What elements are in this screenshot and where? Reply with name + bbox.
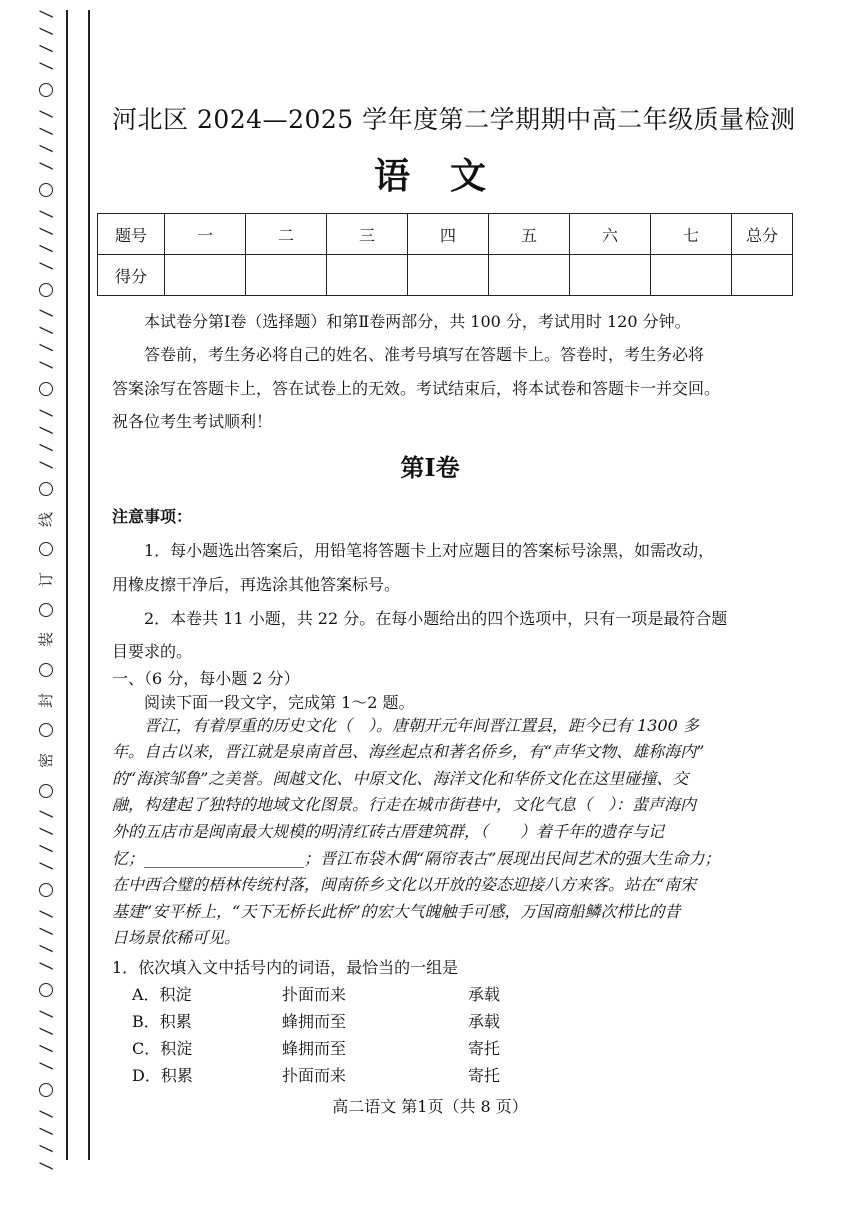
score-table-col: 三 (327, 214, 408, 255)
score-table-col: 二 (246, 214, 327, 255)
note-line: 目要求的。 (112, 642, 193, 661)
margin-circle (39, 603, 53, 617)
option-word: 承载 (468, 1012, 501, 1031)
note-line: 1．每小题选出答案后，用铅笔将答题卡上对应题目的答案标号涂黑，如需改动， (144, 541, 715, 560)
option-word: C．积淀 (132, 1039, 193, 1058)
margin-circle (39, 663, 53, 677)
margin-circle (39, 382, 53, 396)
score-table-label: 题号 (98, 214, 165, 255)
score-table-col: 一 (165, 214, 246, 255)
subject-title: 语文 (373, 155, 526, 197)
exam-title: 河北区 2024—2025 学年度第二学期期中高二年级质量检测 (112, 105, 796, 134)
score-table-header-row (98, 214, 793, 255)
option-word: 蜂拥而至 (282, 1039, 347, 1058)
option-a[interactable] (132, 982, 500, 1008)
margin-slashes: / / / / (36, 1009, 55, 1071)
margin-slashes: / / / / (36, 309, 55, 370)
passage-line: 外的五店市是闽南最大规模的明清红砖古厝建筑群，（ ）着千年的遗存与记 (112, 822, 665, 841)
score-cell (246, 255, 327, 296)
option-word: B．积累 (132, 1012, 192, 1031)
notes-label: 注意事项： (112, 507, 193, 526)
option-b[interactable] (132, 1009, 500, 1035)
margin-circle (39, 883, 53, 897)
passage-line: 在中西合璧的梧林传统村落，闽南侨乡文化以开放的姿态迎接八方来客。站在“南宋 (112, 875, 697, 894)
passage-line: 日场景依稀可见。 (112, 928, 241, 947)
margin-circle (39, 723, 53, 737)
score-cell (327, 255, 408, 296)
margin-circle (39, 83, 53, 97)
score-table-score-row (98, 255, 793, 296)
option-word: 扑面而来 (282, 985, 347, 1004)
margin-slashes: / / / / (36, 810, 55, 871)
score-table-col: 七 (651, 214, 732, 255)
score-cell (732, 255, 793, 296)
passage-line: 晋江，有着厚重的历史文化（ ）。唐朝开元年间晋江置县，距今已有 1300 多 (144, 716, 699, 735)
score-table-col: 五 (489, 214, 570, 255)
score-table-col: 总分 (732, 214, 793, 255)
margin-circle (39, 283, 53, 297)
score-table-label: 得分 (98, 255, 165, 296)
seal-char-zhuang: 装 (37, 632, 56, 648)
option-c[interactable] (132, 1036, 500, 1062)
score-table-col: 四 (408, 214, 489, 255)
option-d[interactable] (132, 1063, 500, 1089)
margin-circle (39, 983, 53, 997)
margin-slashes: / / / / (36, 109, 55, 171)
note-line: 用橡皮擦干净后，再选涂其他答案标号。 (112, 575, 401, 594)
margin-circle (39, 542, 53, 556)
passage-line: 融，构建起了独特的地域文化图景。行走在城市街巷中，文化气息（ ）：蜚声海内 (112, 795, 697, 814)
margin-slashes: / / / / (36, 910, 55, 971)
page-footer: 高二语文 第1页（共 8 页） (332, 1097, 528, 1116)
margin-slashes: / / / / (36, 409, 55, 470)
seal-char-feng: 封 (37, 692, 56, 708)
intro-line: 本试卷分第Ⅰ卷（选择题）和第Ⅱ卷两部分，共 100 分，考试用时 120 分钟。 (144, 312, 691, 331)
option-word: A．积淀 (132, 985, 192, 1004)
margin-slashes: / / / / (36, 10, 55, 71)
margin-slashes: / / / / (36, 209, 55, 270)
part-instruction: 阅读下面一段文字，完成第 1～2 题。 (144, 693, 415, 712)
margin-circle (39, 482, 53, 496)
score-cell (651, 255, 732, 296)
passage-line: 忆；____________________；晋江布袋木偶“隔帘表古”展现出民间艺术的强大生命力； (112, 849, 721, 868)
intro-line: 答案涂写在答题卡上，答在试卷上的无效。考试结束后，将本试卷和答题卡一并交回。 (112, 379, 721, 398)
part-heading: 一、（6 分，每小题 2 分） (112, 669, 300, 688)
note-line: 2．本卷共 11 小题，共 22 分。在每小题给出的四个选项中，只有一项是最符合题 (144, 609, 728, 628)
score-cell (165, 255, 246, 296)
score-cell (408, 255, 489, 296)
margin-circle (39, 784, 53, 798)
seal-char-mi: 密 (37, 752, 56, 769)
section-title: 第Ⅰ卷 (400, 453, 460, 482)
passage-line: 年。自古以来，晋江就是泉南首邑、海丝起点和著名侨乡，有“声华文物、雄称海内” (112, 742, 705, 761)
seal-char-xian: 线 (37, 511, 56, 527)
question-1: 1．依次填入文中括号内的词语，最恰当的一组是 (112, 958, 459, 977)
passage-line: 的“海滨邹鲁”之美誉。闽越文化、中原文化、海洋文化和华侨文化在这里碰撞、交 (112, 769, 689, 788)
score-cell (489, 255, 570, 296)
intro-line: 答卷前，考生务必将自己的姓名、准考号填写在答题卡上。答卷时，考生务必将 (144, 345, 705, 364)
option-word: 扑面而来 (282, 1066, 347, 1085)
margin-slashes: / / / / (36, 1109, 55, 1170)
seal-char-ding: 订 (37, 572, 56, 588)
option-word: D．积累 (132, 1066, 193, 1085)
option-word: 寄托 (468, 1039, 501, 1058)
option-word: 承载 (468, 985, 501, 1004)
score-cell (570, 255, 651, 296)
passage-line: 基建”安平桥上，“天下无桥长此桥”的宏大气魄触手可感，万国商船鳞次栉比的昔 (112, 902, 681, 921)
score-table-col: 六 (570, 214, 651, 255)
option-word: 寄托 (468, 1066, 501, 1085)
intro-line: 祝各位考生考试顺利！ (112, 412, 273, 431)
option-word: 蜂拥而至 (282, 1012, 347, 1031)
score-table (97, 213, 793, 296)
